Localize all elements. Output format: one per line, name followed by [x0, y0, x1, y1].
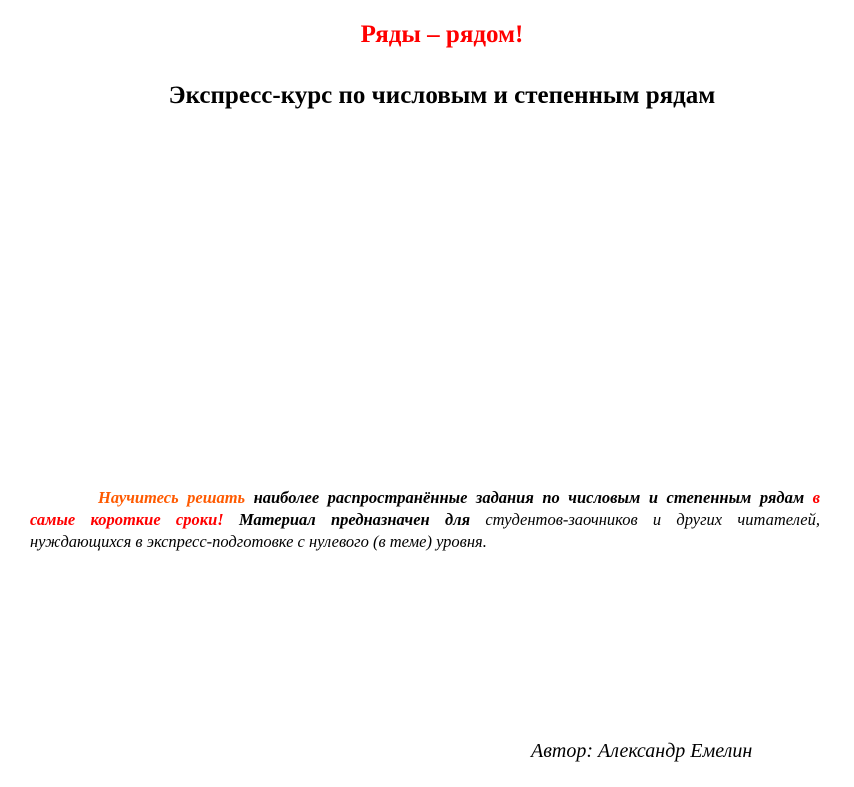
intro-bold-material: Материал предназначен для — [223, 510, 471, 529]
page-subtitle: Экспресс-курс по числовым и степенным рядам — [168, 82, 716, 109]
page-title: Ряды – рядом! — [360, 21, 524, 48]
intro-highlight-learn: Научитесь решать — [98, 488, 246, 507]
intro-highlight-short-time: в самые короткие сроки! — [30, 488, 821, 529]
intro-audience-text: студентов-заочников и других читателей, нуждающихся в экспресс-подготовке с нулевого (в теме) уровня. — [30, 510, 821, 551]
author-credit: Автор: Александр Емелин — [531, 740, 753, 762]
intro-bold-tasks: наиболее распространённые задания по числовым и степенным рядам — [245, 488, 805, 507]
intro-paragraph — [30, 487, 820, 553]
